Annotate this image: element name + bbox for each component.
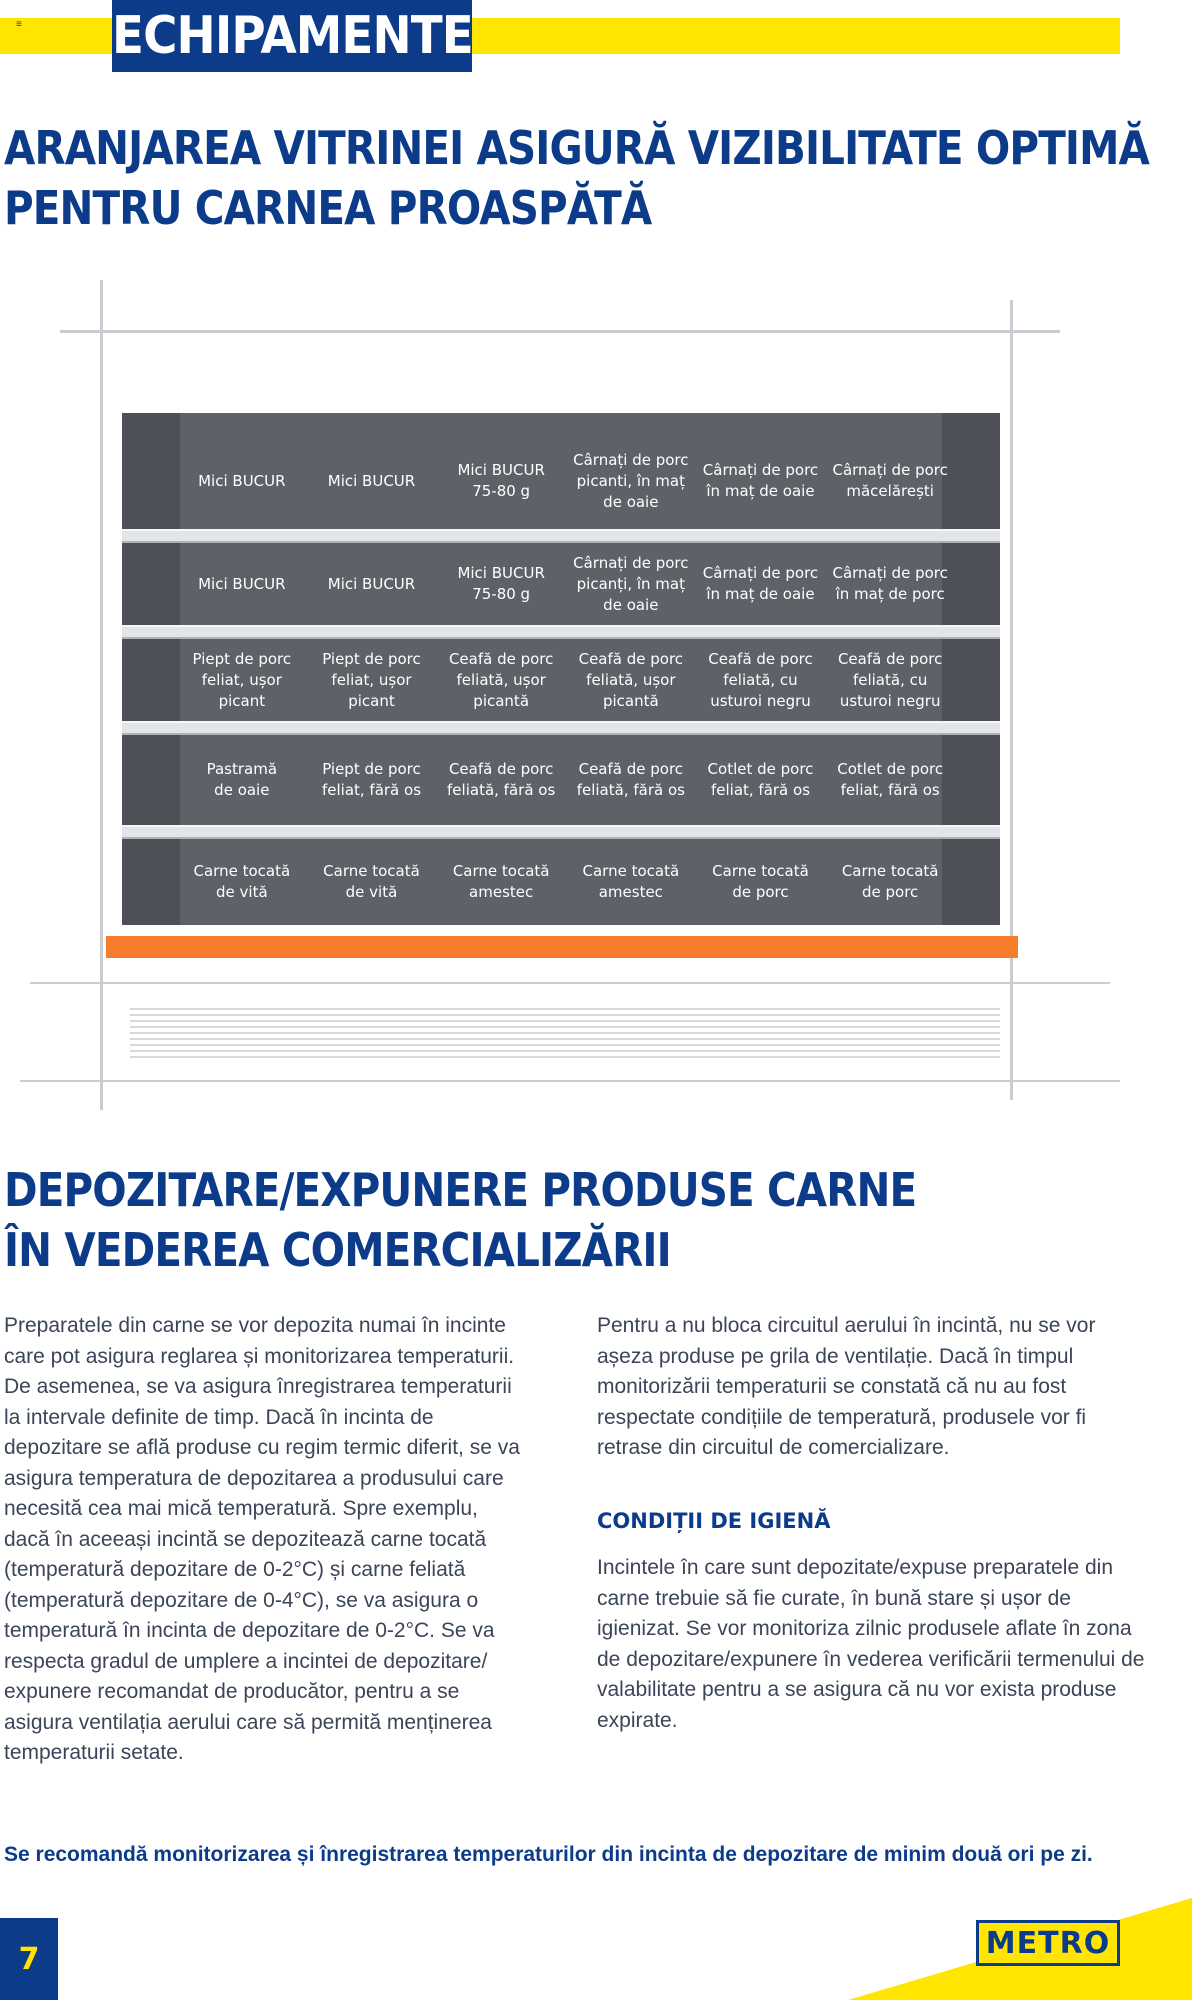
orange-price-rail bbox=[106, 936, 1018, 958]
shelf-row-2 bbox=[177, 543, 955, 625]
product-label: Cotlet de porc feliat, fără os bbox=[837, 760, 944, 799]
logo-text: METRO bbox=[985, 1925, 1111, 1961]
headline-line: ÎN VEDEREA COMERCIALIZĂRII bbox=[4, 1223, 671, 1277]
sketch-line bbox=[100, 280, 103, 1110]
headline-display-arrangement bbox=[4, 118, 1149, 238]
product-label: Ceafă de porc feliată, cu usturoi negru bbox=[837, 649, 943, 710]
headline-line: DEPOZITARE/EXPUNERE PRODUSE CARNE bbox=[4, 1163, 917, 1217]
product-label: Carne tocată amestec bbox=[452, 862, 550, 901]
hygiene-paragraph: Incintele în care sunt depozitate/expuse preparatele din carne trebuie să fie curate, în bună stare și ușor de igienizat. Se vor monitoriza zilnic produsele aflate în zona de depozitare/expunere în vederea verificării termenului de valabilitate pentru a se asigura că nu vor exista produse expirate. bbox=[597, 1556, 1145, 1732]
shelf-row-1 bbox=[177, 438, 955, 524]
product-label: Carne tocată de porc bbox=[712, 862, 809, 901]
product-label: Cârnați de porc în maț de oaie bbox=[702, 564, 819, 603]
product-label: Mici BUCUR bbox=[198, 471, 286, 490]
left-paragraph: Preparatele din carne se vor depozita numai în incinte care pot asigura reglarea și monitorizarea temperaturii. De asemenea, se va asigura înregistrarea temperaturii la intervale definite de timp. Dacă în incinta de depozitare se află produse cu regim termic diferit, se va asigura temperatura de depozitarea a produsului care necesită cea mai mică temperatură. Spre exemplu, dacă în aceeași incintă se depozitează carne tocată (temperatură depozitare de 0-2°C) și carne feliată (temperatură depozitare de 0-4°C), se va asigura o temperatură în incinta de depozitare de 0-2°C. Se va respecta gradul de umplere a incintei de depozitare/ expunere recomandat de producător, pentru a se asigura ventilația aerului care să permită menținerea temperaturii setate. bbox=[4, 1314, 520, 1764]
product-label: Pastramă de oaie bbox=[206, 760, 278, 799]
shelf bbox=[122, 721, 1000, 735]
product-label: Mici BUCUR bbox=[198, 574, 286, 593]
product-label: Ceafă de porc feliată, ușor picantă bbox=[578, 649, 684, 710]
product-label: Piept de porc feliat, fără os bbox=[321, 760, 422, 799]
headline-line: PENTRU CARNEA PROASPĂTĂ bbox=[4, 181, 652, 235]
product-label: Cârnați de porc picanți, în maț de oaie bbox=[573, 553, 689, 614]
page-number: 7 bbox=[0, 1918, 58, 2000]
fridge-side-left bbox=[122, 413, 180, 925]
product-label: Mici BUCUR bbox=[327, 574, 416, 593]
product-label: Cârnați de porc picanti, în maț de oaie bbox=[573, 450, 689, 511]
display-case-diagram bbox=[0, 280, 1192, 1120]
product-label: Piept de porc feliat, ușor picant bbox=[322, 649, 421, 710]
product-label: Ceafă de porc feliată, ușor picantă bbox=[448, 649, 554, 710]
section-title: ECHIPAMENTE bbox=[111, 6, 473, 66]
product-label: Carne tocată de porc bbox=[841, 862, 939, 901]
product-label: Carne tocată de vită bbox=[193, 862, 291, 901]
product-label: Cotlet de porc feliat, fără os bbox=[707, 760, 814, 799]
sketch-line bbox=[30, 982, 1110, 984]
menu-icon[interactable]: ≡ bbox=[16, 19, 22, 30]
recommendation-note: Se recomandă monitorizarea și înregistrarea temperaturilor din incinta de depozitare de minim două ori pe zi. bbox=[4, 1843, 1093, 1866]
product-label: Piept de porc feliat, ușor picant bbox=[192, 649, 292, 710]
shelf bbox=[122, 529, 1000, 543]
shelf-row-3 bbox=[177, 639, 955, 721]
shelf bbox=[122, 625, 1000, 639]
product-label: Mici BUCUR 75-80 g bbox=[457, 461, 545, 500]
product-label: Cârnați de porc în maț de porc bbox=[832, 564, 948, 603]
sketch-line bbox=[20, 1080, 1120, 1082]
product-label: Mici BUCUR bbox=[327, 471, 416, 490]
product-label: Cârnați de porc în maț de oaie bbox=[702, 461, 819, 500]
shelf-row-4 bbox=[177, 735, 955, 825]
headline-storage bbox=[4, 1160, 916, 1280]
product-label: Cârnați de porc măcelărești bbox=[832, 461, 948, 500]
hygiene-heading: CONDIȚII DE IGIENĂ bbox=[597, 1509, 831, 1533]
sketch-line bbox=[60, 330, 1060, 333]
product-label: Mici BUCUR 75-80 g bbox=[457, 564, 545, 603]
headline-line: ARANJAREA VITRINEI ASIGURĂ VIZIBILITATE OPTIMĂ bbox=[4, 121, 1149, 175]
product-label: Carne tocată amestec bbox=[582, 862, 680, 901]
shelf bbox=[122, 825, 1000, 839]
product-label: Ceafă de porc feliată, fără os bbox=[576, 760, 685, 799]
fridge-base-grille bbox=[130, 1008, 1000, 1058]
section-header bbox=[112, 0, 472, 72]
right-paragraph: Pentru a nu bloca circuitul aerului în incintă, nu se vor așeza produse pe grila de ventilație. Dacă în timpul monitorizării temperaturii se constată că nu au fost respectate condițiile de temperatură, produsele vor fi retrase din circuitul de comercializare. bbox=[597, 1314, 1096, 1459]
metro-logo bbox=[976, 1920, 1120, 1966]
product-label: Ceafă de porc feliată, fără os bbox=[447, 760, 556, 799]
product-label: Carne tocată de vită bbox=[323, 862, 420, 901]
product-label: Ceafă de porc feliată, cu usturoi negru bbox=[708, 649, 813, 710]
shelf-row-5 bbox=[177, 839, 955, 925]
sketch-line bbox=[1010, 300, 1013, 1100]
